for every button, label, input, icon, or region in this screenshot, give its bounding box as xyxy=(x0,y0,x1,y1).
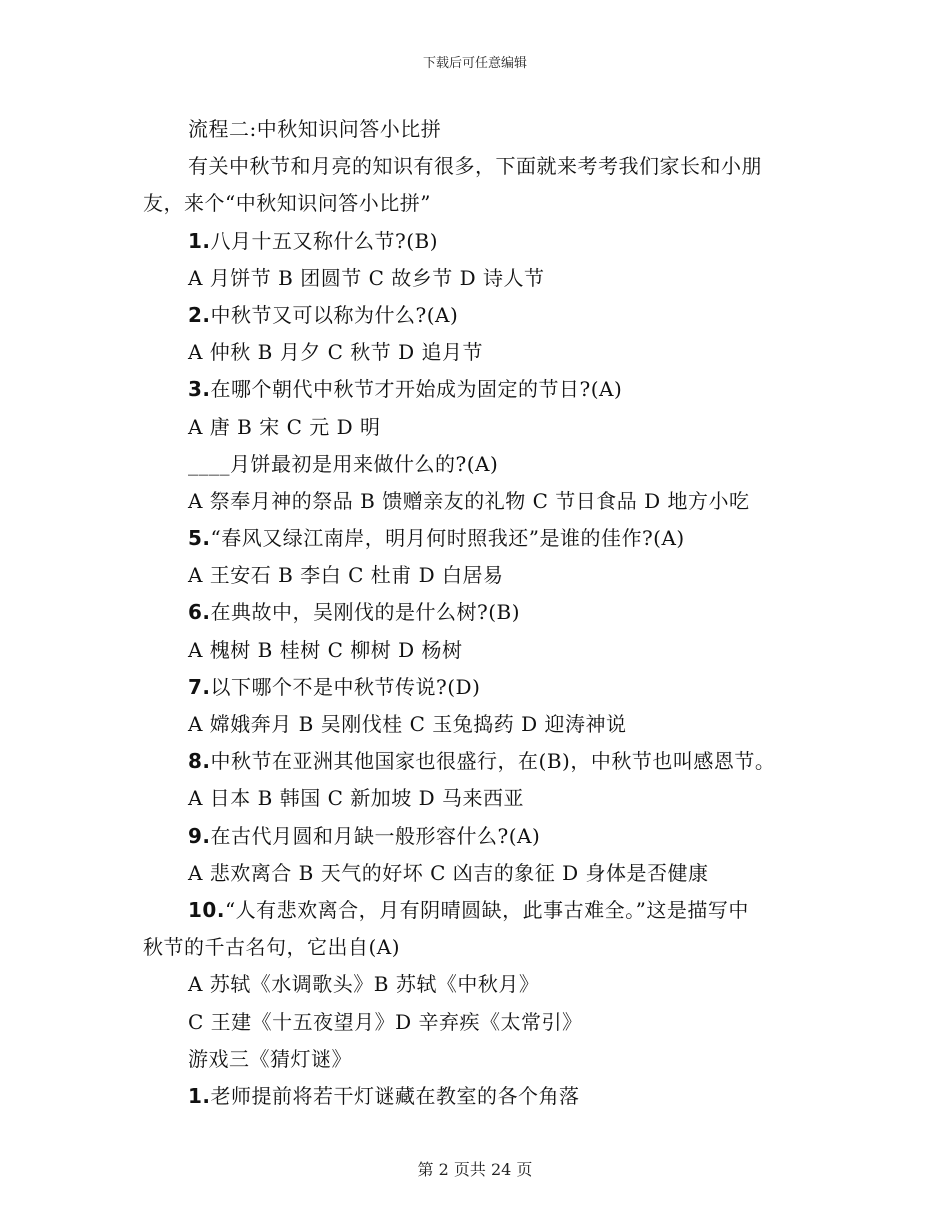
line-text: 以下哪个不是中秋节传说?(D) xyxy=(210,674,481,699)
text-line xyxy=(143,818,823,855)
text-line xyxy=(143,520,823,557)
text-line xyxy=(143,557,823,594)
text-line xyxy=(143,371,823,408)
line-text: 中秋节又可以称为什么?(A) xyxy=(210,302,459,327)
text-line xyxy=(143,334,823,371)
text-line xyxy=(143,594,823,631)
question-number: 9. xyxy=(188,823,211,848)
line-text: A 唐 B 宋 C 元 D 明 xyxy=(188,414,381,439)
text-line xyxy=(143,780,823,817)
text-line xyxy=(143,409,823,446)
line-text: 八月十五又称什么节?(B) xyxy=(210,228,439,253)
text-line xyxy=(143,483,823,520)
page-footer: 第 2 页共 24 页 xyxy=(417,1160,533,1179)
text-line xyxy=(143,929,823,966)
question-number: 10. xyxy=(188,897,225,922)
line-text: ____月饼最初是用来做什么的?(A) xyxy=(188,451,499,476)
line-text: A 王安石 B 李白 C 杜甫 D 白居易 xyxy=(188,563,504,588)
line-text: A 槐树 B 桂树 C 柳树 D 杨树 xyxy=(188,637,463,662)
line-text: A 苏轼《水调歌头》B 苏轼《中秋月》 xyxy=(188,972,540,997)
line-text: C 王建《十五夜望月》D 辛弃疾《太常引》 xyxy=(188,1009,583,1034)
text-line xyxy=(143,966,823,1003)
line-text: “春风又绿江南岸，明月何时照我还”是谁的佳作?(A) xyxy=(210,526,685,551)
line-text: 中秋节在亚洲其他国家也很盛行，在(B)，中秋节也叫感恩节。 xyxy=(210,749,776,774)
text-line xyxy=(143,892,823,929)
line-text: A 祭奉月神的祭品 B 馈赠亲友的礼物 C 节日食品 D 地方小吃 xyxy=(188,488,750,513)
question-number: 1. xyxy=(188,1083,211,1108)
text-line xyxy=(143,1078,823,1115)
text-line xyxy=(143,632,823,669)
text-line xyxy=(143,148,823,185)
document-body xyxy=(143,111,823,1115)
question-number: 2. xyxy=(188,302,211,327)
line-text: 有关中秋节和月亮的知识有很多，下面就来考考我们家长和小朋 xyxy=(188,154,762,179)
line-text: 在典故中，吴刚伐的是什么树?(B) xyxy=(210,600,521,625)
text-line xyxy=(143,743,823,780)
question-number: 1. xyxy=(188,228,211,253)
text-line xyxy=(143,1041,823,1078)
line-text: A 仲秋 B 月夕 C 秋节 D 追月节 xyxy=(188,340,483,365)
line-text: A 嫦娥奔月 B 吴刚伐桂 C 玉兔捣药 D 迎涛神说 xyxy=(188,712,627,736)
text-line xyxy=(143,297,823,334)
question-number: 5. xyxy=(188,526,211,551)
text-line xyxy=(143,1004,823,1041)
text-line xyxy=(143,111,823,148)
text-line xyxy=(143,669,823,706)
text-line xyxy=(143,446,823,483)
question-number: 8. xyxy=(188,749,211,774)
page-header: 下载后可任意编辑 xyxy=(422,56,527,71)
question-number: 6. xyxy=(188,600,211,625)
line-text: A 日本 B 韩国 C 新加坡 D 马来西亚 xyxy=(188,786,524,811)
line-text: 游戏三《猜灯谜》 xyxy=(188,1046,352,1071)
text-line xyxy=(143,706,823,743)
line-text: 流程二:中秋知识问答小比拼 xyxy=(188,117,442,141)
line-text: 在哪个朝代中秋节才开始成为固定的节日?(A) xyxy=(210,377,623,402)
text-line xyxy=(143,260,823,297)
text-line xyxy=(143,855,823,892)
line-text: 友，来个“中秋知识问答小比拼” xyxy=(143,191,431,216)
line-text: A 悲欢离合 B 天气的好坏 C 凶吉的象征 D 身体是否健康 xyxy=(188,860,709,885)
line-text: 秋节的千古名句，它出自(A) xyxy=(143,935,401,960)
line-text: “人有悲欢离合，月有阴晴圆缺，此事古难全。”这是描写中 xyxy=(224,897,749,922)
line-text: 老师提前将若干灯谜藏在教室的各个角落 xyxy=(210,1083,580,1108)
question-number: 3. xyxy=(188,377,211,402)
text-line xyxy=(143,223,823,260)
line-text: 在古代月圆和月缺一般形容什么?(A) xyxy=(210,823,541,848)
line-text: A 月饼节 B 团圆节 C 故乡节 D 诗人节 xyxy=(188,265,545,290)
question-number: 7. xyxy=(188,674,211,699)
text-line xyxy=(143,185,823,222)
